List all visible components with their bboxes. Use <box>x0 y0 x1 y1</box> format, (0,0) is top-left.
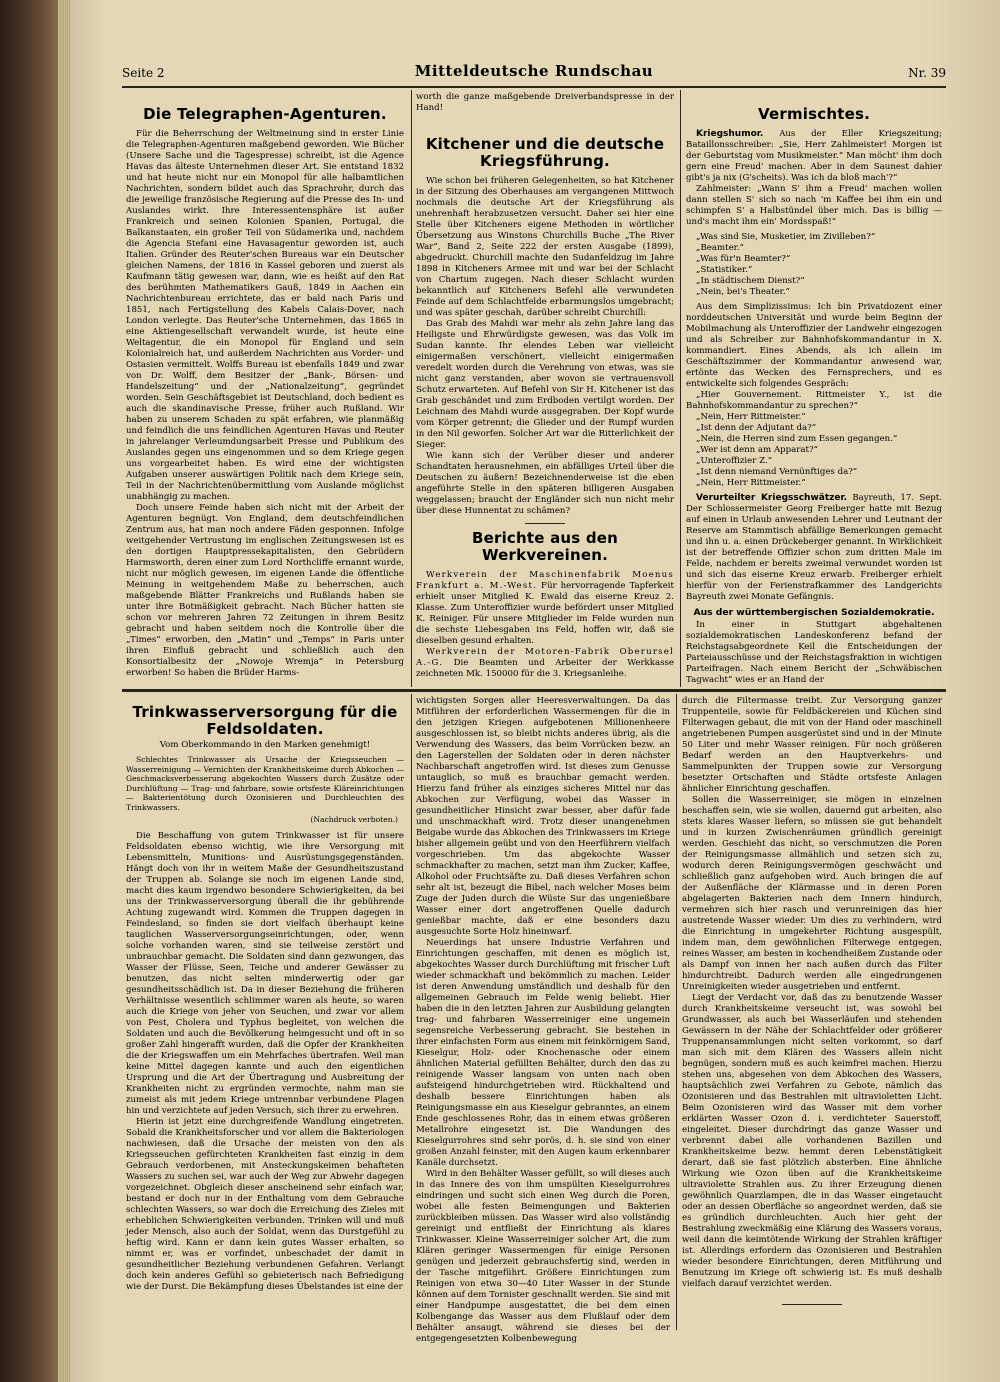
dialog-line: „Wer ist denn am Apparat?“ <box>696 445 818 455</box>
article-title: Die Telegraphen-Agenturen. <box>143 105 387 123</box>
article-subtitle: Vom Oberkommando in den Marken genehmigt! <box>159 740 371 750</box>
dialog-line: „Nein, Herr Rittmeister.“ <box>696 478 806 488</box>
dialog-line: „Ist denn niemand Vernünftiges da?“ <box>696 467 858 477</box>
dialog-line: „In städtischem Dienst?“ <box>696 276 805 286</box>
dialog-line: „Hier Gouvernement. Rittmeister Y., ist die Bahnhofskommandantur zu sprechen?“ <box>686 390 942 411</box>
dialog-line: „Nein, bei's Theater.“ <box>696 287 790 297</box>
werkverein-name: Werkverein der Motoren-Fabrik Oberursel A.-G. <box>416 647 674 668</box>
paragraph: Aus der Eller Kriegszeitung; Bataillonsschreiber: „Sie, Herr Zahlmeister! Morgen ist der Geburtstag vom Musikmeister.“ Man möcht' ihm doch gern eine Freud' machen. Aber in dem Saunest dahier gibt's ja nix (G'scheits). Was ich da bloß mach'?“ <box>686 129 943 183</box>
paragraph: Bayreuth, 17. Sept. Der Schlossermeister Georg Freiberger hatte mit Bezug auf einen in Urlaub anwesenden Lehrer und Leutnant der Reserve am Stammtisch abfällige Bemerkungen gemacht und ihn u. a. einen Drückeberger genannt. In Wirklichkeit ist der betreffende Offizier schon zum dritten Male im Felde, nachdem er bereits zweimal verwundet worden ist und sich das eiserne Kreuz erwarb. Freiberger erhielt hierfür von der Ferienstrafkammer des Landgerichts Bayreuth zwei Monate Gefängnis. <box>686 493 942 602</box>
section-rule <box>122 689 946 692</box>
dialog-line: „Nein, die Herren sind zum Essen gegangen.“ <box>696 434 898 444</box>
article-title: Trinkwasserversorgung für die <box>132 703 398 721</box>
paragraph: Wie kann sich der Verüber dieser und anderer Schandtaten herausnehmen, ein abfälliges Urteil über die Deutschen zu äußern! Bezeichnenderweise ist die eben angeführte Stelle in den späteren billigeren Ausgaben weggelassen; braucht der Engländer sich nun nicht mehr über diese Hunnentat zu schämen? <box>416 451 674 516</box>
article-kitchener <box>416 92 674 688</box>
article-title: Vermischtes. <box>758 105 870 123</box>
page-number: Seite 2 <box>122 66 165 80</box>
paragraph: wichtigsten Sorgen aller Heeresverwaltungen. Da das Mitführen der erforderlichen Wassermengen für die in den jetzigen Kriegen aufgebotenen Millionenheere ausgeschlossen ist, so bleibt nichts anderes übrig, als die Verwendung des Wassers, das beim Vorrücken bezw. an den Lagerstellen der Soldaten oder in deren nächster Nachbarschaft angetroffen wird. Ist dieses zum Genusse untauglich, so muß es brauchbar gemacht werden. Hierzu fand früher als einziges sicheres Mittel nur das Abkochen zur Verfügung, wobei das Wasser in gesundheitlicher Hinsicht zwar besser, aber dafür fade und unschmackhaft wird. Trotz dieser unangenehmen Beigabe wurde das Abkochen des Trinkwassers im Kriege bisher allgemein geübt und von den Heerführern vielfach vorgeschrieben. Um das abgekochte Wasser schmackhafter zu machen, setzt man ihm Zucker, Kaffee, Alkohol oder Fruchtsäfte zu. Daß dieses Verfahren schon sehr alt ist, bezeugt die Bibel, nach welcher Moses beim Zuge der Juden durch die Wüste Sur das ungenießbare Wasser einer dort angetroffenen Quelle dadurch genießbar machte, daß er eine besonders dazu ausgesuchte Sorte Holz hineinwarf. <box>416 696 670 937</box>
dialog-line: „Nein, Herr Rittmeister.“ <box>696 412 806 422</box>
page-header <box>122 62 946 84</box>
article-trinkwasser <box>126 698 404 1328</box>
dialog-line: „Statistiker.“ <box>696 265 753 275</box>
paragraph: durch die Filtermasse treibt. Zur Versorgung ganzer Truppenteile, sowie für Feldbäckereien und Küchen sind Filterwagen gebaut, die mit von der Hand oder maschinell angetriebenen Pumpen ausgerüstet sind und in der Minute 50 Liter und mehr Wasser reinigen. Für noch größeren Bedarf werden an den Hauptverkehrs- und Sammelpunkten der Truppen sowie zur Versorgung besetzter Ortschaften und Städte ortsfeste Anlagen ähnlicher Einrichtung geschaffen. <box>682 696 942 794</box>
dialog-line: „Was für'n Beamter?“ <box>696 254 791 264</box>
book-binding <box>0 0 60 1382</box>
column-rule <box>680 90 681 687</box>
dialog-line: „Ist denn der Adjutant da?“ <box>696 423 817 433</box>
article-telegraphen <box>126 100 404 688</box>
article-trinkwasser-continued <box>416 696 670 1344</box>
article-title: Kitchener und die deutsche Kriegsführung. <box>425 135 665 170</box>
header-rule <box>122 86 946 88</box>
article-summary: Schlechtes Trinkwasser als Ursache der Kriegsseuchen — Wasserreinigung — Vernichten der Krankheitskeime durch Abkochen — Geschmacksverbesserung abgekochten Wassers durch Zusätze oder Durchlüftung — Trag- und fahrbare, sowie ortsfeste Kläreinrichtungen — Bakterientötung durch Ozonisieren und Durchleuchten des Trinkwassers. <box>126 755 404 812</box>
article-title: Berichte aus den Werkvereinen. <box>471 529 619 564</box>
werkverein-text: Für hervorragende Tapferkeit erhielt unser Mitglied K. Ewald das eiserne Kreuz 2. Klasse. Zum Unteroffizier wurde befördert unser Mitglied K. Reiniger. Für unsere Mitglieder im Felde wurden nun die sechste Liebesgaben ins Feld, hoffen wir, daß sie dieselben gesund erhalten. <box>416 581 675 646</box>
column-rule <box>676 694 677 1330</box>
dialog-line: „Was sind Sie, Musketier, im Zivilleben?“ <box>696 232 876 242</box>
divider <box>525 523 565 524</box>
reprint-note: (Nachdruck verboten.) <box>310 815 398 824</box>
paragraph: Die Beschaffung von gutem Trinkwasser ist für unsere Feldsoldaten ebenso wichtig, wie ihre Versorgung mit Lebensmitteln, Munitions- und Ausrüstungsgegenständen. Hängt doch von ihr in weitem Maße der Gesundheitszustand der Truppen ab. Solange sie noch im eigenen Lande sind, macht dies kaum irgendwo besondere Schwierigkeiten, da bei uns der Trinkwasserversorgung überall die ihr gebührende Achtung zugewandt wird. Kommen die Truppen dagegen in Feindesland, so finden sie dort vielfach überhaupt keine tauglichen Wasserversorgungseinrichtungen, oder, wenn solche vorhanden waren, sind sie teilweise zerstört und unbrauchbar gemacht. Die Soldaten sind dann gezwungen, das Wasser der Flüsse, Seen, Teiche und anderer Gewässer zu benutzen, das nicht selten minderwertig oder gar gesundheitsschädlich ist. Da in dieser Beziehung die früheren Verhältnisse wesentlich schlimmer waren als heute, so waren auch die Kriege von jeher von Seuchen, und zwar vor allem von Pest, Cholera und Typhus begleitet, von welchen die Soldaten und auch die Bevölkerung heimgesucht und oft in so großer Zahl hingerafft wurden, daß die Opfer der Krankheiten die der Kriegswaffen um ein Mehrfaches übertrafen. Weil man keine Mittel dagegen kannte und auch den eigentlichen Ursprung und die Art der Übertragung und Ausbreitung der Krankheiten nicht zu ergründen vermochte, nahm man sie zumeist als mit jedem Kriege untrennbar verbundene Plagen hin und verzichtete auf jeden Versuch, sich ihrer zu erwehren. <box>126 831 404 1116</box>
column-rule <box>411 90 412 687</box>
paragraph: Liegt der Verdacht vor, daß das zu benutzende Wasser durch Krankheitskeime verseucht ist, was sowohl bei Grundwasser, als auch bei Wasserläufen und stehenden Gewässern in der Nähe der Schlachtfelder oder größerer Truppenansammlungen nicht selten vorkommt, so darf man sich mit dem Klären des Wassers allein nicht begnügen, sondern muß es auch keimfrei machen. Hierzu stehen uns, abgesehen von dem Abkochen des Wassers, hauptsächlich zwei Verfahren zu Gebote, nämlich das Ozonisieren und das Bestrahlen mit ultravioletten Licht. Beim Ozonisieren wird das Wasser mit dem vorher erklärten Wasser Ozon d. i. verdichteter Sauerstoff, eingeleitet. Dieser durchdringt das ganze Wasser und verbrennt dabei alle vorhandenen Bazillen und Krankheitskeime bezw. hemmt deren Lebenstätigkeit derart, daß sie fast plötzlich absterben. Eine ähnliche Wirkung wie Ozon üben auf die Krankheitskeime ultraviolette Strahlen aus. Zu ihrer Erzeugung dienen gewöhnlich Quarzlampen, die in das Wasser eingetaucht oder an dessen Oberfläche so angeordnet werden, daß sie es gründlich durchleuchten. Auch hier geht der Bestrahlung zweckmäßig eine Klärung des Wassers voraus, weil dann die keimtötende Wirkung der Strahlen kräftiger ist. Allerdings erfordern das Ozonisieren und Bestrahlen wieder besondere Einrichtungen, deren Mitführung und Benutzung im Kriege oft schwierig ist. Es muß deshalb vielfach darauf verzichtet werden. <box>682 993 942 1289</box>
werkverein-name: Werkverein der Maschinenfabrik Moenus Frankfurt a. M.-West. <box>416 570 674 591</box>
section-head: Kriegshumor. <box>696 129 764 139</box>
paragraph: Das Grab des Mahdi war mehr als zehn Jahre lang das Heiligste und Ehrwürdigste gewesen, was das Volk im Sudan kannte. Ihr elendes Leben war vielleicht einigermaßen verschönert, vielleicht einigermaßen veredelt worden durch die Verehrung von etwas, was sie nicht ganz verstanden, aber wovon sie vertrauensvoll Schutz erwarteten. Auf Befehl von Sir H. Kitchener ist das Grab geschändet und zum Erdboden vertilgt worden. Der Leichnam des Mahdi wurde ausgegraben. Der Kopf wurde vom Körper getrennt; die Glieder und der Rumpf wurden in den Nil geworfen. Solcher Art war die Ritterlichkeit der Sieger. <box>416 319 674 450</box>
dialog-line: „Unteroffizier Z.“ <box>696 456 773 466</box>
paragraph: Zahlmeister: „Wann S' ihm a Freud' machen wollen dann stellen S' sich so nach 'm Kaffee bei ihm ein und schimpfen S' a Halbstündel über mich. Das is billig — und's macht ihm ein' Mordsspaß!“ <box>686 184 942 227</box>
issue-number: Nr. 39 <box>908 66 946 80</box>
dialog-line: „Beamter.“ <box>696 243 744 253</box>
end-divider <box>782 1304 842 1305</box>
paragraph: Wird in den Behälter Wasser gefüllt, so will dieses auch in das Innere des von ihm umspülten Kieselgurrohres eindringen und sucht sich einen Weg durch die Poren, wobei alle festen Beimengungen und Bakterien zurückbleiben müssen. Das Wasser wird also vollständig gereinigt und entfließt der Einrichtung als klares Trinkwasser. Kleine Wasserreiniger solcher Art, die zum Klären geringer Wassermengen für einige Personen genügen und jederzeit gebrauchsfertig sind, werden in der Tasche mitgeführt. Größere Einrichtungen zum Reinigen von etwa 30—40 Liter Wasser in der Stunde können auf dem Tornister geschnallt werden. Sie sind mit einer Handpumpe ausgestattet, die bei dem einen Kolbengange das Wasser aus dem Flußlauf oder dem Behälter ansaugt, während sie dieses bei der entgegengesetzten Kolbenbewegung <box>416 1169 670 1344</box>
article-title: Feldsoldaten. <box>206 720 324 738</box>
paragraph: Für die Beherrschung der Weltmeinung sind in erster Linie die Telegraphen-Agenturen maßgebend geworden. Wie Bücher (Unsere Sache und die Tagespresse) schreibt, ist die Agence Havas das älteste Unternehmen dieser Art. Sie entstand 1832 und hat heute nicht nur ein Monopol für alle halbamtlichen Nachrichten, sondern bildet auch das Sprachrohr, durch das die jeweilige französische Regierung auf die Presse des In- und Auslandes wirkt. Ihre Interessentensphäre ist außer Frankreich und seinen Kolonien Spanien, Portugal, die Balkanstaaten, ein großer Teil von Südamerika und, nachdem die Agencia Stefani eine Havasagentur geworden ist, auch Italien. Gründer des Reuter'schen Bureaus war ein Deutscher gleichen Namens, der 1816 in Kassel geboren und zuerst als Kaufmann tätig gewesen war, dann, wie es heißt auf den Rat des berühmten Mathematikers Gauß, 1849 in Aachen ein Nachrichtenbureau errichtete, das er bald nach Paris und 1851, nach Fertigstellung des Kabels Calais-Dover, nach London verlegte. Das Reuter'sche Unternehmen, das 1865 in eine Aktiengesellschaft verwandelt wurde, ist heute eine Weltagentur, die ein Monopol für England und sein Kolonialreich hat, und außerdem Nachrichten aus Vorder- und Ostasien vermittelt. Wolffs Bureau ist ebenfalls 1849 und zwar von Dr. Wolff, dem Besitzer der „Bank-, Börsen- und Handelszeitung“ und der „Nationalzeitung“, gegründet worden. Sein Geschäftsgebiet ist Deutschland, doch bedient es auch die skandinavische Presse, früher auch Rußland. Wir haben zu unserem Schaden zu spät erfahren, wie planmäßig und feindlich die uns feindlichen Agenturen Havas und Reuter in jahrelanger Verleumdungsarbeit Presse und Publikum des Auslandes gegen uns eingenommen und so dem Kriege gegen uns vorgearbeitet haben. Es wird eine der wichtigsten Aufgaben unserer auswärtigen Politik nach dem Kriege sein, Teil in der Nachrichtenübermittlung vom Auslande möglichst unabhängig zu machen. <box>126 129 404 502</box>
section-head: Aus der württembergischen Sozialdemokratie. <box>693 607 935 618</box>
werkverein-text: Die Beamten und Arbeiter der Werkkasse zeichneten Mk. 150000 für die 3. Kriegsanleihe. <box>416 658 674 679</box>
paragraph: Hierin ist jetzt eine durchgreifende Wandlung eingetreten. Sobald die Krankheitsforscher und vor allem die Bakteriologen nachwiesen, daß die Ursache der meisten von den als Kriegsseuchen gefürchteten Krankheiten fast einzig in dem Gebrauch verdorbenen, mit Ansteckungskeimen behafteten Wassers zu suchen sei, war auch der Weg zur Abwehr dagegen vorgezeichnet. Obgleich dieser anscheinend sehr einfach war, bestand er doch nur in der Enthaltung vom dem Gebrauche schlechten Wassers, so war doch die Erreichung des Zieles mit erheblichen Schwierigkeiten verbunden. Trinken will und muß jeder Mensch, also auch der Soldat, wenn das Durstgefühl zu heftig wird. Kann er dann kein gutes Wasser erhalten, so nimmt er, was er vorfindet, unbeschadet der damit in gesundheitlicher Beziehung verbundenen Gefahren. Verlangt doch kein anderes Gefühl so gebieterisch nach Befriedigung wie der Durst. Die Bekämpfung dieses Übelstandes ist eine der <box>126 1117 404 1292</box>
paragraph: Sollen die Wasserreiniger, sie mögen in einzelnen beschaffen sein, wie sie wollen, dauernd gut arbeiten, also stets klares Wasser liefern, so müssen sie gut behandelt und in kurzen Zwischenräumen gründlich gereinigt werden. Geschieht das nicht, so verschmutzen die Poren der Reinigungsmasse allmählich und setzen sich zu, wodurch deren Reinigungsvermögen geschwächt und schließlich ganz aufgehoben wird. Auch bringen die auf der Außenfläche der Klärmasse und in deren Poren abgelagerten Bakterien nach dem Innern hindurch, vermehren sich hier rasch und verunreinigen das hier austretende Wasser wieder. Um dies zu verhindern, wird die Einrichtung in umgekehrter Richtung ausgespült, indem man, dem gewöhnlichen Filterwege entgegen, reines Wasser, am besten in kochendheißem Zustande oder als Dampf von innen her nach außen durch das Filter hindurchtreibt. Dadurch werden alle eingedrungenen Unreinigkeiten wieder ausgetrieben und entfernt. <box>682 795 942 992</box>
paragraph: Doch unsere Feinde haben sich nicht mit der Arbeit der Agenturen begnügt. Von England, dem deutschfeindlichen Zentrum aus, hat man noch andere Fäden gesponnen. Infolge weitgehender Vertrustung im englischen Zeitungswesen ist es den dortigen Hauptpressekapitalisten, den Gebrüdern Harmsworth, deren einer zum Lord Northcliffe ernannt wurde, nicht nur möglich gewesen, im eigenen Lande die öffentliche Meinung in weitgehendem Maße zu beherrschen, auch maßgebende Blätter Frankreichs und Rußlands haben sie unter ihre Botmäßigkeit gebracht. Nach Bücher hatten sie schon vor mehreren Jahren 72 Zeitungen in ihrem Besitz gebracht und haben seitdem noch die Kontrolle über die „Times“ erworben, den „Matin“ und „Temps“ in Paris unter ihren Einfluß gebracht und schließlich auch den Konsortialbesitz der „Nowoje Wremja“ in Petersburg erworben! So haben die Brüder Harms- <box>126 503 404 678</box>
paragraph: Neuerdings hat unsere Industrie Verfahren und Einrichtungen geschaffen, mit denen es möglich ist, abgekochtes Wasser durch Durchlüftung mit frischer Luft wieder schmackhaft und bekömmlich zu machen. Leider ist deren Anwendung umständlich und deshalb für den allgemeinen Gebrauch im Felde wenig beliebt. Hier haben die in den letzten Jahren zur Ausbildung gelangten trag- und fahrbaren Wasserreiniger eine ungemein segensreiche Verbesserung gebracht. Sie bestehen in ihrer einfachsten Form aus einem mit feinkörnigem Sand, Kieselgur, Holz- oder Knochenasche oder einem ähnlichen Material gefüllten Behälter, durch den das zu reinigende Wasser langsam von unten nach oben aufsteigend hindurchgetrieben wird. Rückhaltend und deshalb bessere Einrichtungen haben als Reinigungsmasse ein aus Kieselgur gebranntes, an einem Ende geschlossenes Rohr, das in einem etwas größeren Metallrohre eingesetzt ist. Die Wandungen des Kieselgurrohres sind sehr porös, d. h. sie sind von einer großen Anzahl feinster, mit den Augen kaum erkennbarer Kanäle durchsetzt. <box>416 938 670 1168</box>
paragraph: worth die ganze maßgebende Dreiverbandspresse in der Hand! <box>416 92 674 113</box>
newspaper-masthead: Mitteldeutsche Rundschau <box>414 62 654 80</box>
article-trinkwasser-end <box>682 696 942 1328</box>
article-vermischtes <box>686 100 942 688</box>
column-rule <box>411 694 412 1330</box>
paragraph: Aus dem Simplizissimus: Ich bin Privatdozent einer norddeutschen Universität und wurde beim Beginn der Mobilmachung als Unteroffizier der Landwehr eingezogen und als Schreiber zur Bahnhofskommandantur in X. kommandiert. Eines Abends, als ich allein im Geschäftszimmer der Kommandantur anwesend war, ertönte das Wecken des Fernsprechers, und es entwickelte sich folgendes Gespräch: <box>686 302 942 389</box>
paragraph: Wie schon bei früheren Gelegenheiten, so hat Kitchener in der Sitzung des Oberhauses am vergangenen Mittwoch nochmals die deutsche Art der Kriegsführung als unehrenhaft herabzusetzen versucht. Daher sei hier eine Stelle über Kitcheners eigene Methoden in wörtlicher Übersetzung aus Winstons Churchills Buche „The River War“, Band 2, Seite 222 der ersten Ausgabe (1899), abgedruckt. Churchill machte den Sudanfeldzug im Jahre 1898 in Kitcheners Armee mit und war bei der Schlacht von Chartum zugegen. Nach dieser Schlacht wurden bekanntlich auf Kitcheners Befehl alle verwundeten Feinde auf dem Schlachtfelde erbarmungslos umgebracht; und was später geschah, darüber schreibt Churchill: <box>416 176 674 318</box>
section-head: Verurteilter Kriegsschwätzer. <box>696 493 848 503</box>
page-edges <box>58 0 70 1382</box>
paragraph: In einer in Stuttgart abgehaltenen sozialdemokratischen Landeskonferenz befand der Reichstagsabgeordnete Keil die Entscheidungen der Parteiausschüsse und der Reichstagsfraktion in wichtigen Parteifragen. Nach einem Bericht der „Schwäbischen Tagwacht“ wies er an Hand der <box>686 620 942 685</box>
